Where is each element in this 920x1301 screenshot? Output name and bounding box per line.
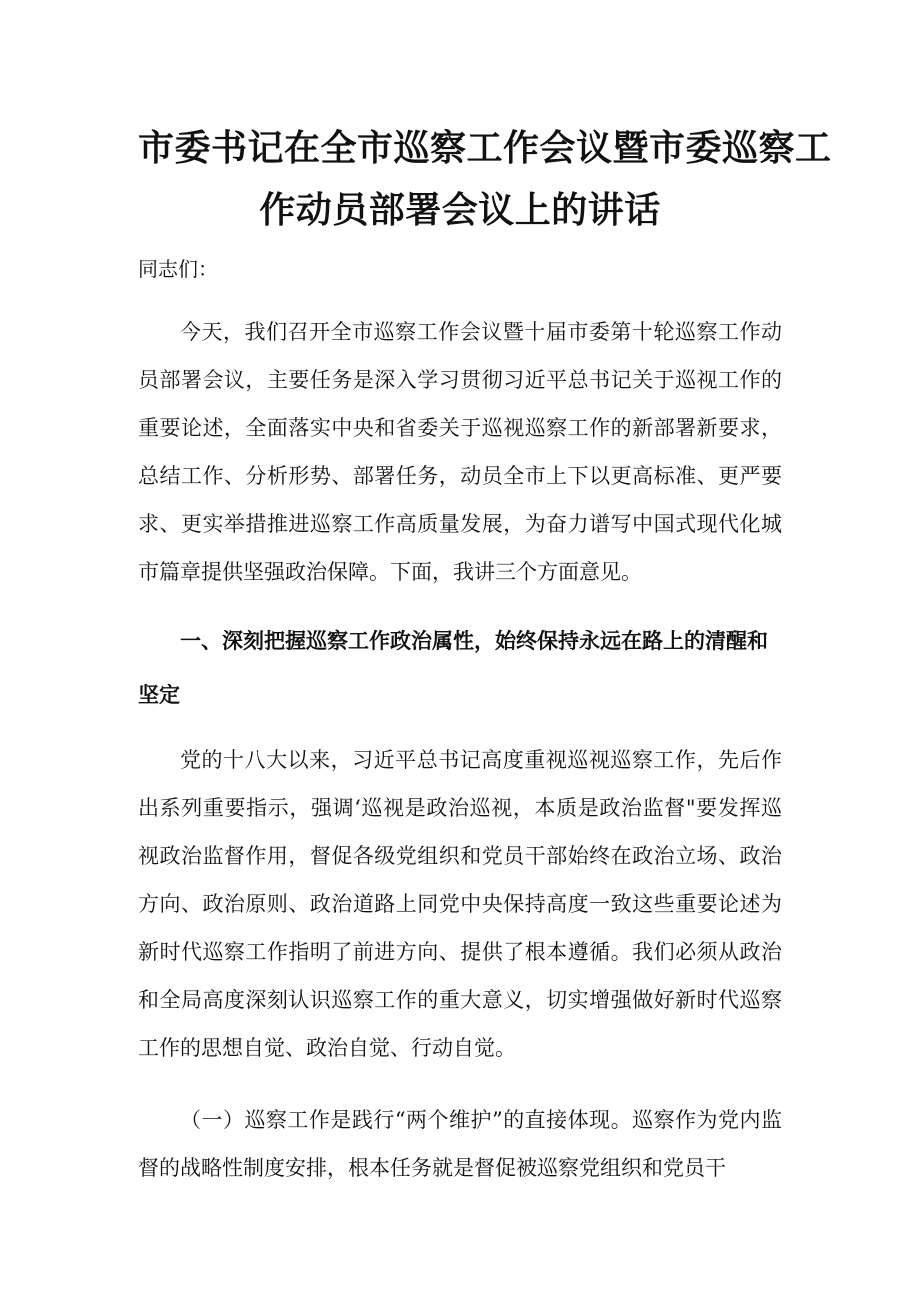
document-title-line-2: 作动员部署会议上的讲话 [259, 190, 661, 231]
intro-paragraph: 今天，我们召开全市巡察工作会议暨十届市委第十轮巡察工作动员部署会议，主要任务是深入学习贯彻习近平总书记关于巡视工作的重要论述，全面落实中央和省委关于巡视巡察工作的新部署新要求，总结工作、分析形势、部署任务，动员全市上下以更高标准、更严要求、更实举措推进巡察工作高质量发展，为奋力谱写中国式现代化城市篇章提供坚强政治保障。下面，我讲三个方面意见。 [138, 320, 782, 584]
salutation: 同志们： [138, 257, 218, 281]
document-title-line-1: 市委书记在全市巡察工作会议暨市委巡察工 [138, 128, 832, 169]
subsection-1-paragraph: （一）巡察工作是践行“两个维护”的直接体现。巡察作为党内监督的战略性制度安排，根本任务就是督促被巡察党组织和党员干 [138, 1108, 782, 1180]
document-title [138, 0, 832, 242]
section-1-paragraph: 党的十八大以来，习近平总书记高度重视巡视巡察工作，先后作出系列重要指示，强调‘巡视是政治巡视，本质是政治监督"要发挥巡视政治监督作用，督促各级党组织和党员干部始终在政治立场、政治方向、政治原则、政治道路上同党中央保持高度一致这些重要论述为新时代巡察工作指明了前进方向、提供了根本遵循。我们必须从政治和全局高度深刻认识巡察工作的重大意义，切实增强做好新时代巡察工作的思想自觉、政治自觉、行动自觉。 [138, 748, 782, 1060]
section-1-heading: 一、深刻把握巡察工作政治属性，始终保持永远在路上的清醒和坚定 [138, 628, 768, 707]
